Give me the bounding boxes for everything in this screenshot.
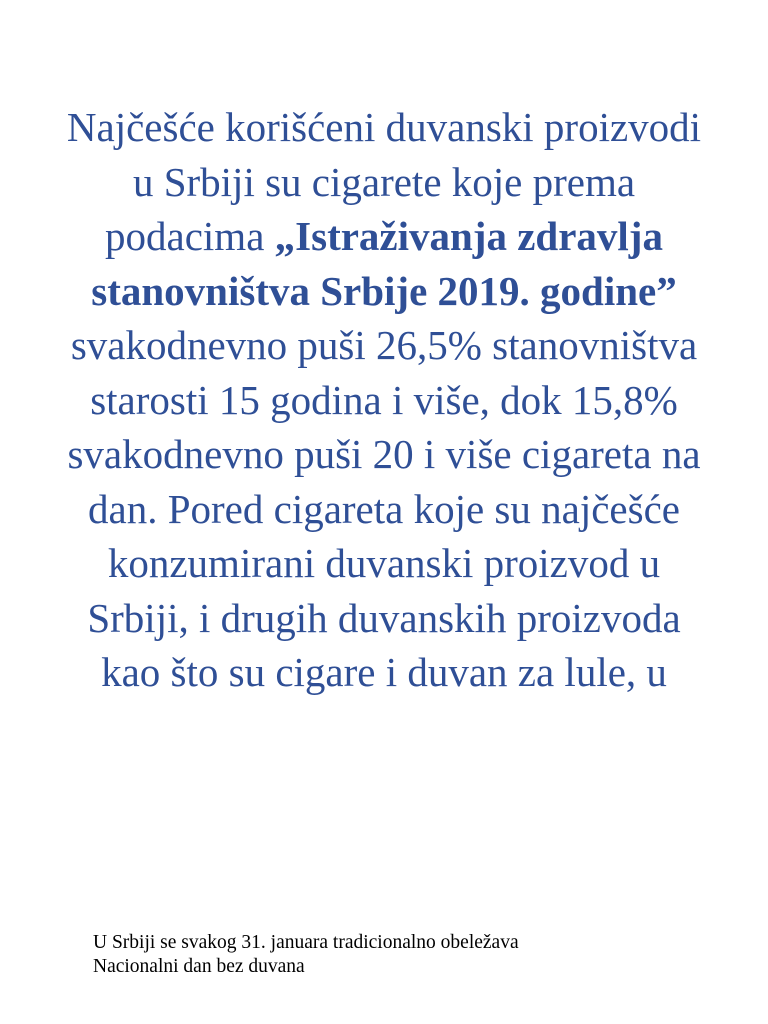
caption-line-1: U Srbiji se svakog 31. januara tradicionalno obeležava — [93, 932, 519, 953]
caption — [93, 931, 713, 979]
paragraph-statistics: svakodnevno puši 26,5% stanovništva starosti 15 godina i više, dok 15,8% svakodnevno puši 20 i više cigareta na dan. Pored cigareta koje su najčešće konzumirani duvanski proizvod u Srbiji, i drugih duvanskih proizvoda kao što su cigare i duvan za lule, u — [67, 322, 701, 695]
caption-line-2: Nacionalni dan bez duvana — [93, 956, 305, 977]
survey-title-emphasis: „Istraživanja zdravlja stanovništva Srbije 2019. godine” — [91, 213, 677, 314]
main-paragraph — [60, 100, 708, 700]
paragraph-intro: Najčešće korišćeni duvanski proizvodi u Srbiji su cigarete koje prema podacima — [66, 104, 702, 259]
